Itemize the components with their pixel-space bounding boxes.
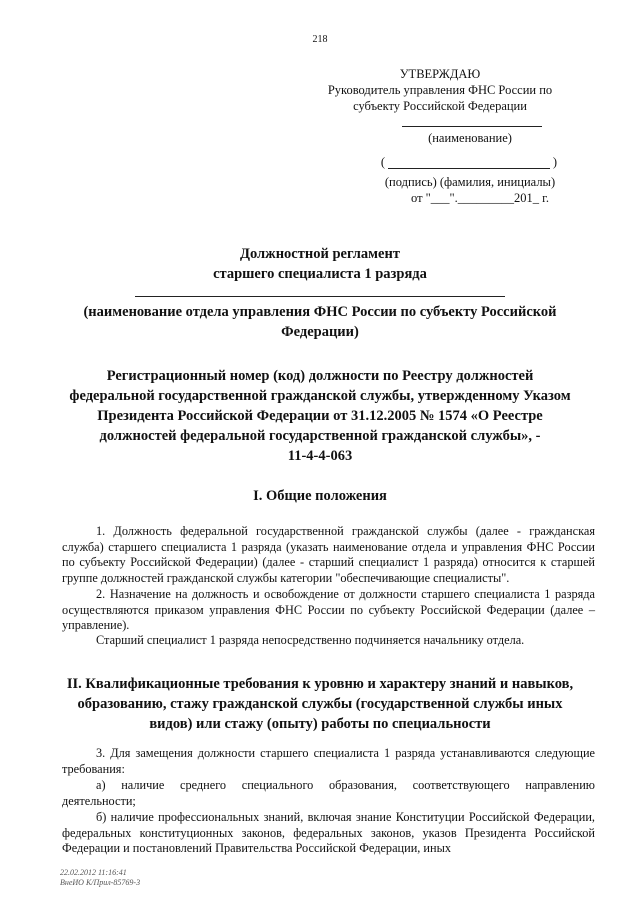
footer-timestamp: 22.02.2012 11:16:41 xyxy=(60,868,127,877)
registration-line: должностей федеральной государственной гражданской службы», - xyxy=(99,428,541,444)
paragraph-3a: а) наличие среднего специального образования, соответствующего направлению деятельности; xyxy=(62,778,595,808)
approval-line-1: Руководитель управления ФНС России по xyxy=(327,83,553,97)
section-2-heading-line: II. Квалификационные требования к уровню и характеру знаний и навыков, xyxy=(66,676,574,692)
signature-line xyxy=(388,168,550,169)
footer-doc-code: ВнеИО К/Прил-85769-3 xyxy=(60,878,141,887)
paragraph-2: 2. Назначение на должность и освобождение от должности старшего специалиста 1 разряда осуществляются приказом управления ФНС России по субъекту Российской Федерации (далее – управление). xyxy=(62,587,595,633)
department-caption-line-2: Федерации) xyxy=(281,324,359,340)
section-1-heading: I. Общие положения xyxy=(253,488,387,504)
name-caption: (наименование) xyxy=(428,131,512,145)
approval-heading: УТВЕРЖДАЮ xyxy=(399,67,481,81)
paragraph-1: 1. Должность федеральной государственной гражданской службы (далее - гражданская служба) старшего специалиста 1 разряда (указать наименование отдела и управления ФНС России по субъекту Российской Федерации) (далее - старший специалист 1 разряда) относится к старшей группе должностей гражданской службы категории "обеспечивающие специалисты". xyxy=(62,524,595,585)
name-signature-line xyxy=(402,126,542,127)
approval-line-2: субъекту Российской Федерации xyxy=(353,99,527,113)
paren-right: ) xyxy=(552,155,558,169)
department-caption-line-1: (наименование отдела управления ФНС России по субъекту Российской xyxy=(83,304,557,320)
page-number: 218 xyxy=(312,34,328,45)
section-2-heading-line: видов) или стажу (опыту) работы по специальности xyxy=(149,716,491,732)
paragraph-3b: б) наличие профессиональных знаний, включая знание Конституции Российской Федерации, федеральных конституционных законов, федеральных законов, указов Президента Российской Федерации и постановлений Правительства Российской Федерации, иных xyxy=(62,810,595,856)
section-2-heading-line: образованию, стажу гражданской службы (государственной службы иных xyxy=(77,696,563,712)
registration-line: Регистрационный номер (код) должности по Реестру должностей xyxy=(106,368,534,384)
registration-line: Президента Российской Федерации от 31.12.2005 № 1574 «О Реестре xyxy=(97,408,543,424)
paren-left: ( xyxy=(380,155,386,169)
registration-line: 11-4-4-063 xyxy=(287,448,353,464)
department-line xyxy=(135,296,505,297)
signature-caption: (подпись) (фамилия, инициалы) xyxy=(384,175,556,189)
paragraph-subordination: Старший специалист 1 разряда непосредственно подчиняется начальнику отдела. xyxy=(96,633,525,647)
approval-date: от "___"._________201_ г. xyxy=(411,191,549,205)
doc-title-line-1: Должностной регламент xyxy=(240,246,400,262)
paragraph-3: 3. Для замещения должности старшего специалиста 1 разряда устанавливаются следующие требования: xyxy=(62,746,595,776)
doc-title-line-2: старшего специалиста 1 разряда xyxy=(213,266,427,282)
registration-line: федеральной государственной гражданской службы, утвержденному Указом xyxy=(69,388,571,404)
